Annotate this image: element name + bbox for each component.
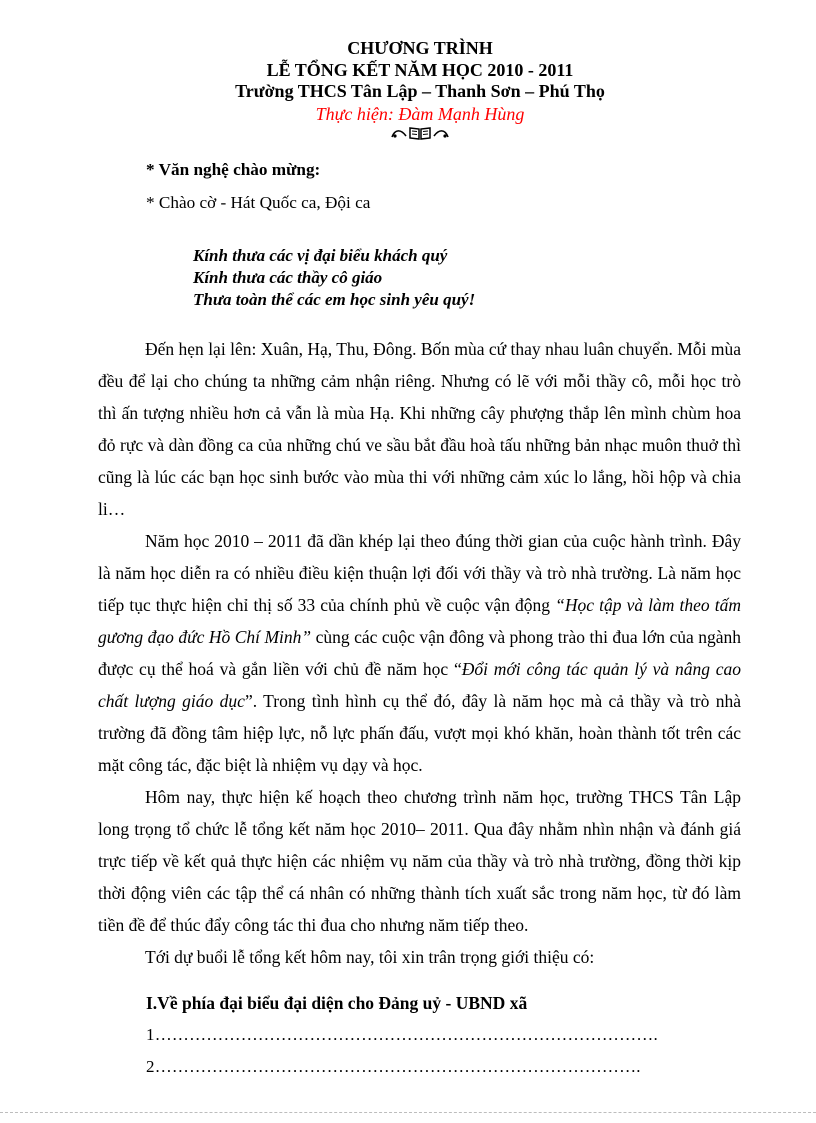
delegate-line-1: 1……………………………………………………………………………. xyxy=(146,1025,658,1044)
ornament-divider xyxy=(391,125,449,141)
campaign-quote: “Học tập và làm theo tấm gương đạo đức Hồ Chí Minh” xyxy=(98,595,741,647)
section-title-delegates: I.Về phía đại biểu đại diện cho Đảng uỷ - UBND xã xyxy=(146,993,528,1013)
program-title: CHƯƠNG TRÌNH xyxy=(347,38,493,58)
year-theme-quote: Đổi mới công tác quản lý và nâng cao chất lượng giáo dục xyxy=(98,659,741,711)
author-credit: Thực hiện: Đàm Mạnh Hùng xyxy=(315,103,525,124)
greeting-line-guests: Kính thưa các vị đại biểu khách quý xyxy=(193,246,448,265)
page-bottom-divider xyxy=(0,1112,816,1113)
delegate-line-2: 2…………………………………………………………………………. xyxy=(146,1057,641,1076)
paragraph-school-year-text-b: cùng các cuộc vận đông và phong trào thi đua lớn của ngành được cụ thể hoá và gắn liền với chủ đề năm học “ xyxy=(98,627,741,679)
greeting-line-teachers: Kính thưa các thầy cô giáo xyxy=(193,268,383,287)
paragraph-seasons: Đến hẹn lại lên: Xuân, Hạ, Thu, Đông. Bốn mùa cứ thay nhau luân chuyển. Mỗi mùa đều để lại cho chúng ta những cảm nhận riêng. Nhưng có lẽ với mỗi thầy cô, mỗi học trò thì ấn tượng nhiều hơn cả vẫn là mùa Hạ. Khi những cây phượng thắp lên mình chùm hoa đỏ rực và dàn đồng ca của những chú ve sầu bắt đầu hoà tấu những bản nhạc muôn thuở thì cũng là lúc các bạn học sinh bước vào mùa thi với những cảm xúc lo lắng, hồi hộp và chia li… xyxy=(98,339,741,519)
greeting-block xyxy=(193,245,475,311)
document-header xyxy=(0,38,816,144)
paragraph-school-year xyxy=(98,525,741,781)
paragraph-ceremony-purpose: Hôm nay, thực hiện kế hoạch theo chương trình năm học, trường THCS Tân Lập long trọng tổ chức lễ tổng kết năm học 2010– 2011. Qua đây nhằm nhìn nhận và đánh giá trực tiếp về kết quả thực hiện các nhiệm vụ năm của thầy và trò nhà trường, đồng thời kịp thời động viên các tập thể cá nhân có những thành tích xuất sắc trong năm học, từ đó làm tiền đề để thúc đẩy công tác thi đua cho nhưng năm tiếp theo. xyxy=(98,787,741,935)
school-name: Trường THCS Tân Lập – Thanh Sơn – Phú Thọ xyxy=(235,81,605,101)
opening-item-flag-salute: * Chào cờ - Hát Quốc ca, Đội ca xyxy=(146,193,371,212)
greeting-line-students: Thưa toàn thể các em học sinh yêu quý! xyxy=(193,290,476,309)
ceremony-title: LỄ TỔNG KẾT NĂM HỌC 2010 - 2011 xyxy=(266,59,574,80)
speech-body xyxy=(98,333,741,973)
paragraph-school-year-text-a: Năm học 2010 – 2011 đã dần khép lại theo đúng thời gian của cuộc hành trình. Đây là năm học diễn ra có nhiều điều kiện thuận lợi đối với thầy và trò nhà trường. Là năm học tiếp tục thực hiện chỉ thị số 33 của chính phủ về cuộc vận động xyxy=(98,531,741,615)
opening-item-performance: * Văn nghệ chào mừng: xyxy=(146,160,321,179)
paragraph-introduction: Tới dự buổi lễ tổng kết hôm nay, tôi xin trân trọng giới thiệu có: xyxy=(145,947,595,967)
book-icon xyxy=(409,126,431,140)
paragraph-school-year-text-c: ”. Trong tình hình cụ thể đó, đây là năm học mà cả thầy và trò nhà trường đã đồng tâm hiệp lực, nỗ lực phấn đấu, vượt mọi khó khăn, hoàn thành tốt trên các mặt công tác, đặc biệt là nhiệm vụ dạy và học. xyxy=(98,691,741,775)
left-flourish-icon xyxy=(391,127,407,139)
right-flourish-icon xyxy=(433,127,449,139)
